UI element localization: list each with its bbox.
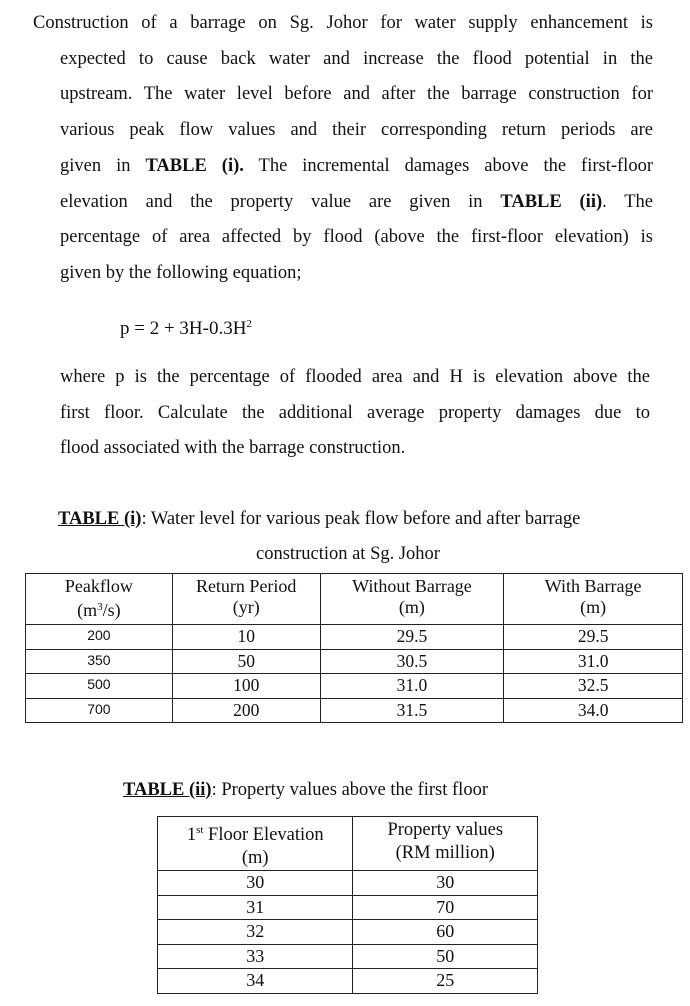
table-ii-caption-text: : Property values above the first floor [211,780,488,800]
table-row [158,944,538,969]
para1-line-5-b: . The [602,191,653,212]
header-with-barrage: With Barrage (m) [504,574,683,625]
property-values-table [157,816,538,994]
cell-elevation: 34 [158,969,353,994]
table-row [158,969,538,994]
equation-exponent: 2 [246,318,252,330]
table-row [26,698,683,723]
cell-peakflow: 200 [26,625,173,650]
para2-line-2: flood associated with the barrage construction. [60,438,406,458]
table-row [158,871,538,896]
table-row [26,649,683,674]
cell-property-value: 60 [353,920,538,945]
cell-without-barrage: 31.0 [320,674,504,699]
table-i-caption-line2: construction at Sg. Johor [256,544,440,564]
cell-peakflow: 350 [26,649,173,674]
table-i-caption [58,502,648,572]
cell-elevation: 32 [158,920,353,945]
table-row [158,895,538,920]
cell-without-barrage: 30.5 [320,649,504,674]
para1-line-4-b: The incremental damages above the first-floor [243,155,653,176]
para1-line-1: expected to cause back water and increase the flood potential in the [60,48,653,69]
cell-elevation: 33 [158,944,353,969]
cell-with-barrage: 31.0 [504,649,683,674]
header-peakflow: Peakflow $(m^3/s)$ [26,574,173,625]
cell-with-barrage: 32.5 [504,674,683,699]
table-i-caption-text: : Water level for various peak flow before and after barrage [141,509,581,529]
para1-line-3: various peak flow values and their corresponding return periods are [60,120,653,141]
cell-return-period: 200 [172,698,320,723]
para1-line-4 [33,149,653,185]
table-header-row [158,817,538,871]
table-row [26,625,683,650]
cell-property-value: 50 [353,944,538,969]
table-i-caption-label: TABLE (i) [58,509,142,529]
flood-area-equation [120,318,252,340]
cell-elevation: 31 [158,895,353,920]
table-row [158,920,538,945]
header-property-values: Property values (RM million) [353,817,538,871]
cell-with-barrage: 29.5 [504,625,683,650]
cell-elevation: 30 [158,871,353,896]
header-return-period: Return Period (yr) [172,574,320,625]
problem-paragraph-1 [33,6,653,292]
header-floor-elevation: 1st Floor Elevation (m) [158,817,353,871]
cell-without-barrage: 29.5 [320,625,504,650]
para1-line-7: given by the following equation; [60,262,302,283]
cell-property-value: 25 [353,969,538,994]
cell-peakflow: 500 [26,674,173,699]
cell-return-period: 50 [172,649,320,674]
cell-without-barrage: 31.5 [320,698,504,723]
table-i-reference: TABLE (i). [145,155,244,176]
table-header-row [26,574,683,625]
para1-line-0: Construction of a barrage on Sg. Johor for water supply enhancement is [33,13,653,33]
para1-line-2: upstream. The water level before and after the barrage construction for [60,84,653,105]
para1-line-5 [33,185,653,221]
table-row [26,674,683,699]
table-ii-caption [123,780,488,801]
para2-line-0: where p is the percentage of flooded area and H is elevation above the [60,367,650,387]
cell-return-period: 100 [172,674,320,699]
equation-text: p = 2 + 3H-0.3H [120,318,247,339]
water-level-table [25,573,683,723]
cell-with-barrage: 34.0 [504,698,683,723]
cell-peakflow: 700 [26,698,173,723]
para1-line-4-a: given in [60,155,146,176]
header-without-barrage: Without Barrage (m) [320,574,504,625]
cell-return-period: 10 [172,625,320,650]
table-ii-caption-label: TABLE (ii) [123,780,212,800]
cell-property-value: 30 [353,871,538,896]
para1-line-6: percentage of area affected by flood (above the first-floor elevation) is [60,227,653,248]
problem-paragraph-2 [60,360,650,467]
para1-line-5-a: elevation and the property value are given in [60,191,501,212]
table-ii-reference: TABLE (ii) [500,191,603,212]
para2-line-1: first floor. Calculate the additional average property damages due to [60,402,650,423]
cell-property-value: 70 [353,895,538,920]
